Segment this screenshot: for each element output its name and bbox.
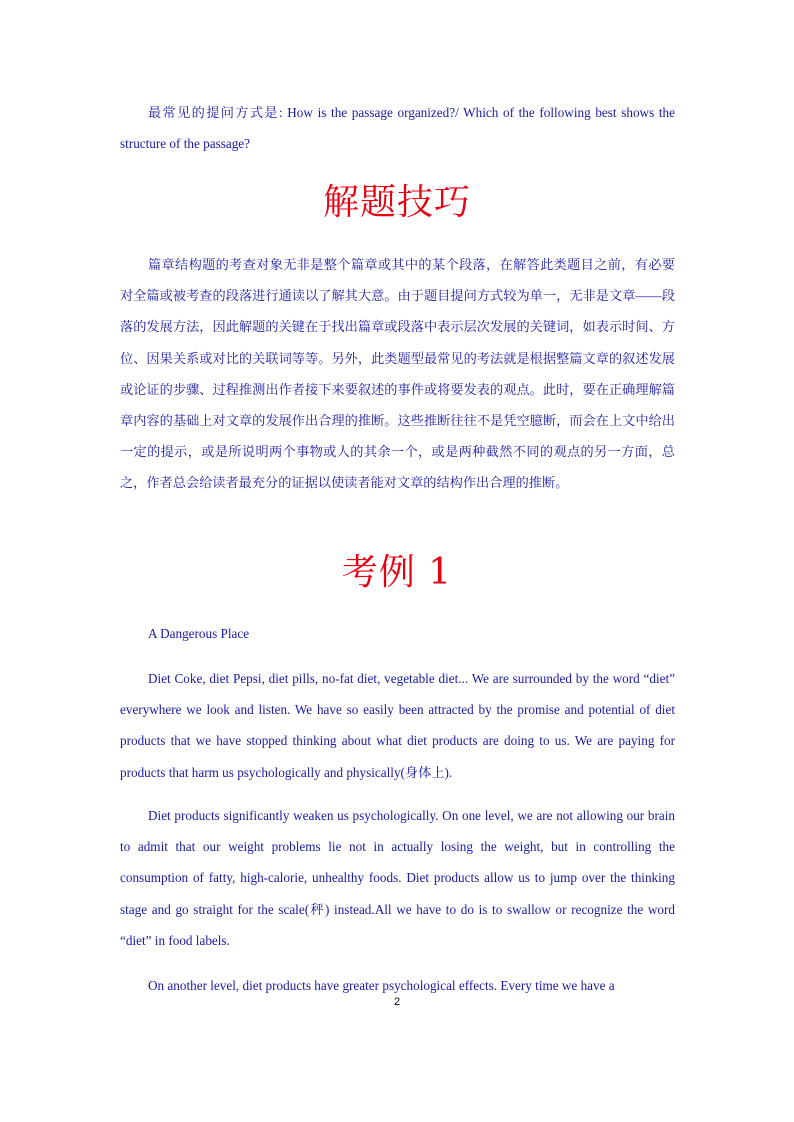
question-forms-paragraph: 最常见的提问方式是: How is the passage organized?/ Which of the following best shows the structure of the passage? — [120, 105, 675, 152]
tips-heading: 解题技巧 — [322, 182, 471, 223]
passage-paragraph-1: Diet Coke, diet Pepsi, diet pills, no-fat diet, vegetable diet... We are surrounded by the word “diet” everywhere we look and listen. We have so easily been attracted by the promise and potential of diet products that we have stopped thinking about what diet products are doing to us. We are paying for products that harm us psychologically and physically(身体上). — [120, 671, 675, 780]
passage-paragraph-2: Diet products significantly weaken us psychologically. On one level, we are not allowing our brain to admit that our weight problems lie not in actually losing the weight, but in controlling the consumption of fatty, high-calorie, unhealthy foods. Diet products allow us to jump over the thinking stage and go straight for the scale(秤) instead.All we have to do is to swallow or recognize the word “diet” in food labels. — [120, 808, 675, 948]
page-number: 2 — [393, 996, 401, 1008]
tips-body-paragraph: 篇章结构题的考查对象无非是整个篇章或其中的某个段落，在解答此类题目之前，有必要对全篇或被考查的段落进行通读以了解其大意。由于题目提问方式较为单一，无非是文章——段落的发展方法，因此解题的关键在于找出篇章或段落中表示层次发展的关键词，如表示时间、方位、因果关系或对比的关联词等等。另外，此类题型最常见的考法就是根据整篇文章的叙述发展或论证的步骤、过程推测出作者接下来要叙述的事件或将要发表的观点。此时，要在正确理解篇章内容的基础上对文章的发展作出合理的推断。这些推断往往不是凭空臆断，而会在上文中给出一定的提示，或是所说明两个事物或人的其余一个，或是两种截然不同的观点的另一方面，总之，作者总会给读者最充分的证据以使读者能对文章的结构作出合理的推断。 — [120, 257, 675, 491]
example-heading: 考例 1 — [341, 552, 453, 593]
passage-paragraph-3: On another level, diet products have greater psychological effects. Every time we have a — [148, 978, 615, 993]
passage-title: A Dangerous Place — [148, 626, 250, 641]
